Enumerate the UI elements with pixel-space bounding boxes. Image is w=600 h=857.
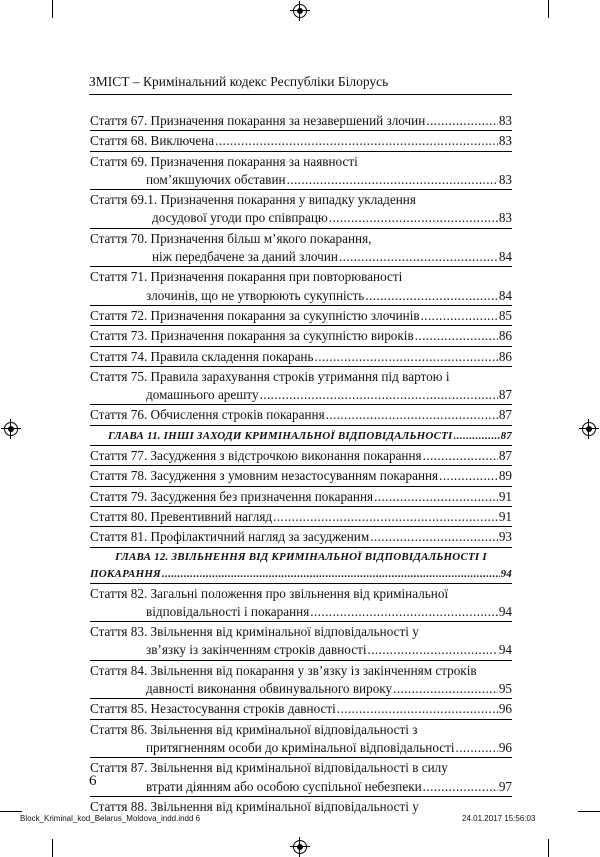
- dot-leader: [215, 132, 498, 150]
- toc-entry: [90, 132, 512, 150]
- toc-entry-title: Стаття 71. Призначення покарання при повторюваності: [90, 269, 403, 285]
- toc-page-number: 93: [498, 529, 512, 545]
- toc-page-number: 96: [498, 701, 512, 717]
- toc-entry-title: Стаття 67. Призначення покарання за незавершений злочин: [90, 113, 426, 128]
- toc-entry-title: досудової угоди про співпрацю: [152, 210, 328, 226]
- dot-leader: [370, 528, 498, 546]
- entry-divider: [90, 130, 512, 131]
- toc-entry-title: давності виконання обвинувального вироку: [146, 681, 393, 697]
- toc-entry: [90, 700, 512, 718]
- page-number: 6: [89, 773, 97, 789]
- crop-mark: [578, 811, 600, 812]
- entry-divider: [90, 465, 512, 466]
- toc-page-number: 84: [498, 287, 512, 303]
- dot-leader: [337, 700, 498, 718]
- entry-divider: [90, 366, 512, 367]
- entry-divider: [90, 757, 512, 758]
- toc-entry: [90, 508, 512, 526]
- toc-line: [90, 488, 512, 506]
- toc-line: [90, 427, 512, 445]
- header-rule: [89, 94, 512, 95]
- toc-page-number: 87: [498, 387, 512, 403]
- toc-page-number: 87: [500, 429, 512, 442]
- toc-entry-title: Стаття 69.1. Призначення покарання у випадку укладення: [90, 192, 416, 208]
- footer-file-name: Block_Kriminal_kod_Belarus_Moldova_indd.indd 6: [20, 814, 201, 823]
- dot-leader: [426, 112, 498, 130]
- table-of-contents: [90, 112, 512, 816]
- toc-entry-title: Стаття 87. Звільнення від кримінальної відповідальності в силу: [90, 760, 448, 776]
- dot-leader: [423, 447, 498, 465]
- dot-leader: [415, 327, 498, 345]
- toc-entry: [90, 268, 512, 305]
- toc-page-number: 84: [498, 249, 512, 265]
- toc-entry-title: Стаття 69. Призначення покарання за наявності: [90, 153, 358, 169]
- toc-entry: [90, 759, 512, 796]
- toc-entry-title: Стаття 85. Незастосування строків давності: [90, 701, 336, 717]
- toc-entry-title: Стаття 73. Призначення покарання за сукупністю вироків: [90, 328, 414, 344]
- toc-entry-title: Стаття 72. Призначення покарання за сукупністю злочинів: [90, 307, 420, 323]
- dot-leader: [393, 680, 498, 698]
- dot-leader: [423, 778, 498, 796]
- toc-entry: [90, 307, 512, 325]
- toc-entry-title: Стаття 80. Превентивний нагляд: [90, 508, 273, 524]
- toc-entry: [90, 153, 512, 190]
- entry-divider: [90, 445, 512, 446]
- toc-entry-title: злочинів, що не утворюють сукупність: [146, 287, 365, 303]
- toc-entry: [90, 327, 512, 345]
- entry-divider: [90, 228, 512, 229]
- toc-page-number: 94: [498, 642, 512, 658]
- toc-line: [90, 348, 512, 366]
- toc-page-number: 97: [498, 778, 512, 794]
- toc-page-number: 91: [498, 488, 512, 504]
- toc-page-number: 83: [498, 113, 512, 128]
- toc-page-number: 94: [500, 567, 512, 580]
- toc-line: [90, 132, 512, 150]
- toc-line: [90, 406, 512, 424]
- toc-entry: [90, 348, 512, 366]
- entry-divider: [90, 266, 512, 267]
- dot-leader: [162, 566, 500, 583]
- toc-entry-title: пом’якшуючих обставин: [146, 171, 286, 187]
- toc-page-number: 89: [498, 468, 512, 484]
- toc-page-number: 86: [498, 328, 512, 344]
- entry-divider: [90, 719, 512, 720]
- toc-line: [90, 112, 512, 130]
- toc-entry-title: Стаття 76. Обчислення строків покарання: [90, 407, 325, 423]
- toc-entry-title: Стаття 88. Звільнення від кримінальної відповідальності у: [90, 798, 419, 814]
- entry-divider: [90, 346, 512, 347]
- crop-mark: [548, 839, 549, 857]
- crop-mark: [52, 0, 53, 18]
- dot-leader: [326, 406, 498, 424]
- dot-leader: [368, 641, 498, 659]
- dot-leader: [287, 171, 498, 189]
- crop-mark: [0, 811, 22, 812]
- toc-entry: [90, 230, 512, 267]
- entry-divider: [90, 425, 512, 426]
- running-header: ЗМІСТ – Кримінальний кодекс Республіки Білорусь: [89, 74, 389, 89]
- entry-divider: [90, 526, 512, 527]
- toc-entry: [90, 112, 512, 130]
- dot-leader: [454, 427, 500, 445]
- entry-divider: [90, 305, 512, 306]
- dot-leader: [329, 209, 498, 227]
- toc-entry-title: ніж передбачене за даний злочин: [152, 249, 338, 265]
- toc-page-number: 95: [498, 681, 512, 697]
- toc-entry: [90, 368, 512, 405]
- toc-entry: [90, 721, 512, 758]
- toc-entry-title: притягненням особи до кримінальної відповідальності: [146, 739, 455, 755]
- toc-page-number: 96: [498, 739, 512, 755]
- toc-page-number: 94: [498, 603, 512, 619]
- dot-leader: [421, 307, 498, 325]
- toc-entry-title: втрати діянням або особою суспільної небезпеки: [146, 778, 422, 794]
- toc-entry-title: Стаття 74. Правила складення покарань: [90, 348, 314, 364]
- registration-mark-icon: [293, 4, 307, 18]
- toc-entry-title: зв’язку із закінченням строків давності: [146, 642, 367, 658]
- dot-leader: [374, 488, 498, 506]
- toc-line: [90, 171, 512, 189]
- toc-line: [90, 566, 512, 583]
- toc-chapter-heading: [90, 427, 512, 445]
- toc-entry: [90, 623, 512, 660]
- toc-entry-title: Стаття 77. Засудження з відстрочкою виконання покарання: [90, 448, 422, 464]
- crop-mark: [52, 839, 53, 857]
- toc-entry-title: Стаття 75. Правила зарахування строків утримання під вартою і: [90, 368, 450, 384]
- toc-entry: [90, 488, 512, 506]
- toc-line: [90, 287, 512, 305]
- dot-leader: [439, 467, 498, 485]
- toc-line: [90, 327, 512, 345]
- toc-entry-title: відповідальності і покарання: [146, 603, 310, 619]
- toc-line: [90, 528, 512, 546]
- toc-chapter-heading: [90, 549, 512, 583]
- toc-line: [90, 603, 512, 621]
- toc-line: [90, 739, 512, 757]
- toc-entry-title: ПОКАРАННЯ: [90, 567, 161, 580]
- entry-divider: [90, 486, 512, 487]
- toc-line: [90, 778, 512, 796]
- toc-line: [90, 641, 512, 659]
- entry-divider: [90, 583, 512, 584]
- toc-line: [90, 386, 512, 404]
- toc-entry-title: Стаття 84. Звільнення від покарання у зв’язку із закінченням строків: [90, 662, 477, 678]
- toc-entry-title: Стаття 78. Засудження з умовним незастосуванням покарання: [90, 468, 439, 484]
- entry-divider: [90, 660, 512, 661]
- toc-line: [90, 467, 512, 485]
- dot-leader: [273, 508, 498, 526]
- toc-entry-title: Стаття 79. Засудження без призначення покарання: [90, 488, 374, 504]
- toc-line: [90, 447, 512, 465]
- toc-entry-title: Стаття 81. Профілактичний нагляд за засудженим: [90, 529, 370, 545]
- toc-entry-title: домашнього арешту: [146, 387, 259, 403]
- toc-entry: [90, 467, 512, 485]
- toc-entry: [90, 662, 512, 699]
- toc-page-number: 91: [498, 508, 512, 524]
- crop-mark: [548, 0, 549, 18]
- toc-line: [90, 248, 512, 266]
- dot-leader: [365, 287, 498, 305]
- entry-divider: [90, 698, 512, 699]
- toc-line: [90, 508, 512, 526]
- toc-entry-title: Стаття 86. Звільнення від кримінальної відповідальності з: [90, 721, 418, 737]
- toc-page-number: 87: [498, 448, 512, 464]
- dot-leader: [315, 348, 498, 366]
- toc-entry: [90, 406, 512, 424]
- toc-entry-title: Стаття 83. Звільнення від кримінальної відповідальності у: [90, 624, 419, 640]
- entry-divider: [90, 325, 512, 326]
- toc-entry-title: Стаття 82. Загальні положення про звільнення від кримінальної: [90, 585, 449, 601]
- dot-leader: [339, 248, 498, 266]
- footer-timestamp: 24.01.2017 15:56:03: [462, 814, 536, 823]
- entry-divider: [90, 151, 512, 152]
- entry-divider: [90, 796, 512, 797]
- toc-page-number: 87: [498, 407, 512, 423]
- toc-line: [90, 680, 512, 698]
- toc-page-number: 83: [498, 171, 512, 187]
- toc-page-number: 83: [498, 133, 512, 149]
- registration-mark-icon: [293, 840, 307, 854]
- registration-mark-icon: [4, 422, 18, 436]
- entry-divider: [90, 189, 512, 190]
- toc-line: [90, 307, 512, 325]
- toc-entry-title: Стаття 70. Призначення більш м’якого покарання,: [90, 230, 372, 246]
- toc-line: [90, 209, 512, 227]
- entry-divider: [90, 621, 512, 622]
- toc-chapter-title: ГЛАВА 12. ЗВІЛЬНЕННЯ ВІД КРИМІНАЛЬНОЇ ВІДПОВІДАЛЬНОСТІ І: [115, 550, 487, 563]
- dot-leader: [456, 739, 498, 757]
- toc-entry-title: ГЛАВА 11. ІНШІ ЗАХОДИ КРИМІНАЛЬНОЇ ВІДПОВІДАЛЬНОСТІ: [108, 429, 453, 442]
- entry-divider: [90, 404, 512, 405]
- toc-entry: [90, 528, 512, 546]
- dot-leader: [260, 386, 498, 404]
- dot-leader: [310, 603, 498, 621]
- toc-entry-title: Стаття 68. Виключена: [90, 133, 215, 149]
- entry-divider: [90, 506, 512, 507]
- toc-page-number: 83: [498, 210, 512, 226]
- toc-entry: [90, 585, 512, 622]
- entry-divider: [90, 547, 512, 548]
- registration-mark-icon: [582, 422, 596, 436]
- toc-entry: [90, 191, 512, 228]
- toc-line: [90, 700, 512, 718]
- toc-page-number: 86: [498, 348, 512, 364]
- toc-page-number: 85: [498, 307, 512, 323]
- toc-entry: [90, 447, 512, 465]
